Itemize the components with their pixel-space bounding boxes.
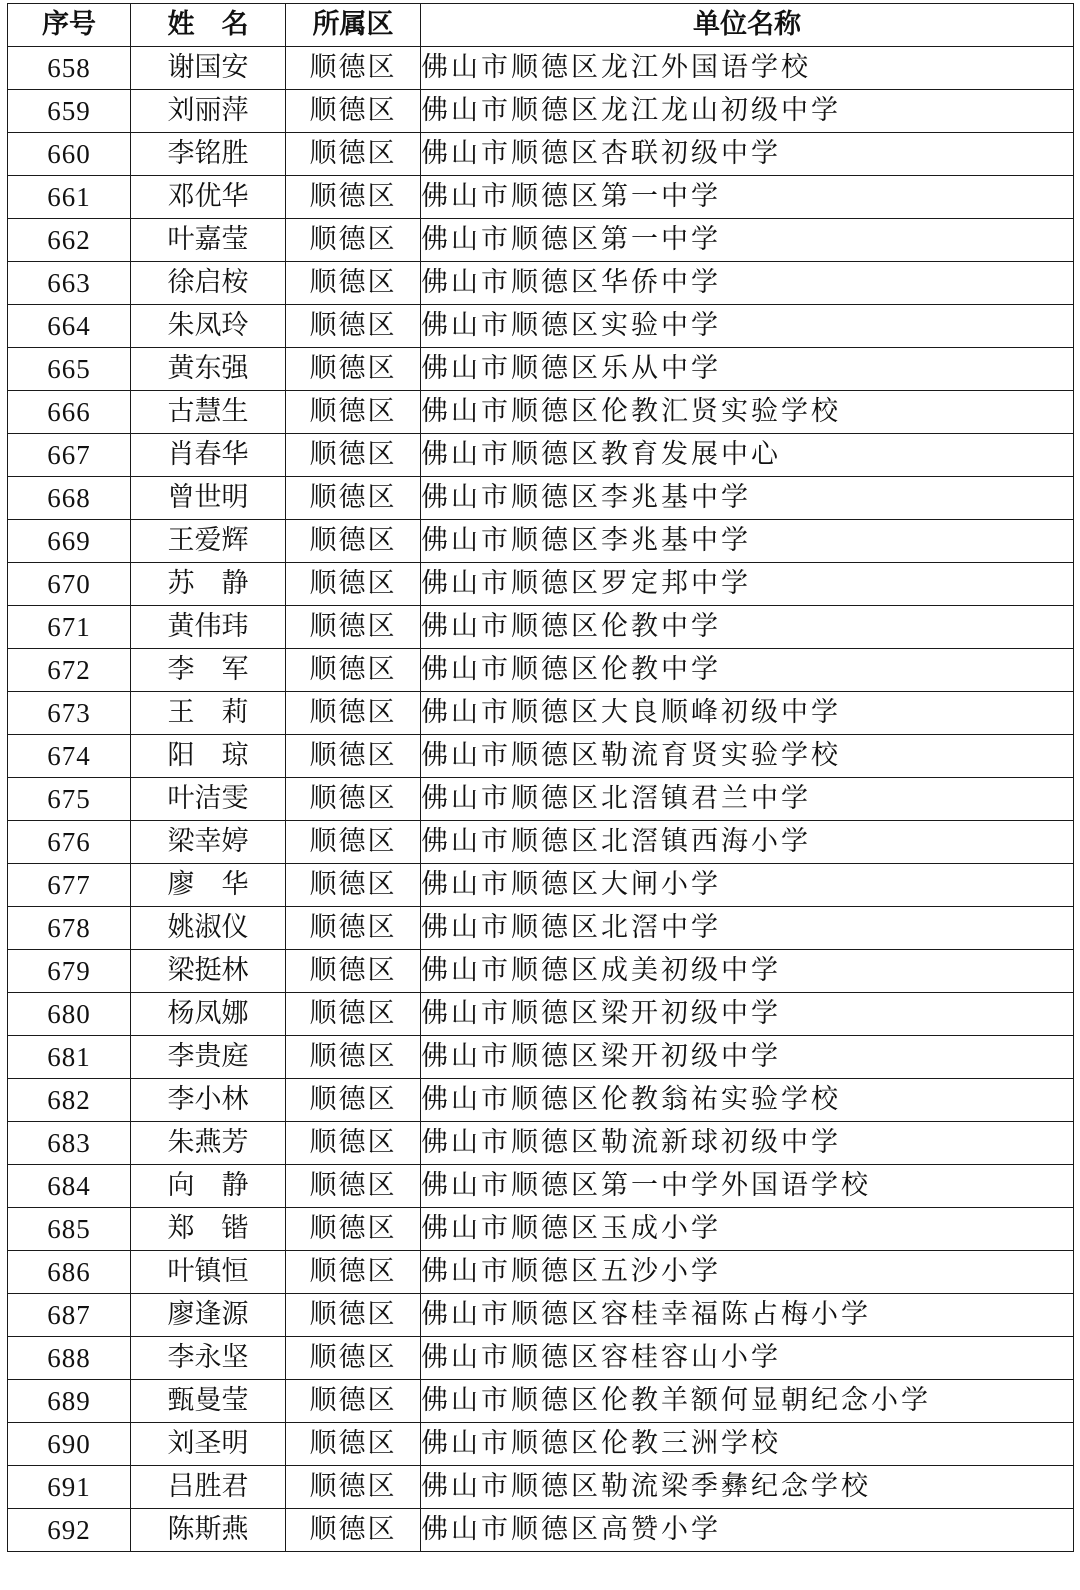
unit-name-cell: 佛山市顺德区勒流育贤实验学校 bbox=[421, 735, 1074, 778]
row-number-cell: 690 bbox=[8, 1423, 131, 1466]
district-cell: 顺德区 bbox=[286, 90, 421, 133]
person-name-cell: 刘圣明 bbox=[131, 1423, 286, 1466]
row-number-cell: 664 bbox=[8, 305, 131, 348]
district-cell: 顺德区 bbox=[286, 692, 421, 735]
table-row bbox=[8, 391, 1074, 434]
unit-name-cell: 佛山市顺德区伦教中学 bbox=[421, 606, 1074, 649]
row-number-cell: 684 bbox=[8, 1165, 131, 1208]
table-row bbox=[8, 563, 1074, 606]
roster-sheet bbox=[7, 3, 1073, 1552]
row-number-cell: 658 bbox=[8, 47, 131, 90]
unit-name-cell: 佛山市顺德区五沙小学 bbox=[421, 1251, 1074, 1294]
row-number-cell: 688 bbox=[8, 1337, 131, 1380]
district-cell: 顺德区 bbox=[286, 391, 421, 434]
person-name-cell: 郑 锴 bbox=[131, 1208, 286, 1251]
district-cell: 顺德区 bbox=[286, 1380, 421, 1423]
unit-name-cell: 佛山市顺德区罗定邦中学 bbox=[421, 563, 1074, 606]
table-row bbox=[8, 950, 1074, 993]
table-row bbox=[8, 735, 1074, 778]
table-row bbox=[8, 907, 1074, 950]
district-cell: 顺德区 bbox=[286, 735, 421, 778]
unit-name-cell: 佛山市顺德区乐从中学 bbox=[421, 348, 1074, 391]
table-row bbox=[8, 1423, 1074, 1466]
person-name-cell: 王爱辉 bbox=[131, 520, 286, 563]
person-name-cell: 甄曼莹 bbox=[131, 1380, 286, 1423]
row-number-cell: 687 bbox=[8, 1294, 131, 1337]
table-row bbox=[8, 1122, 1074, 1165]
person-name-cell: 谢国安 bbox=[131, 47, 286, 90]
person-name-cell: 李永坚 bbox=[131, 1337, 286, 1380]
row-number-cell: 674 bbox=[8, 735, 131, 778]
person-name-cell: 姚淑仪 bbox=[131, 907, 286, 950]
person-name-cell: 廖逢源 bbox=[131, 1294, 286, 1337]
header-no: 序号 bbox=[8, 4, 131, 47]
person-name-cell: 朱凤玲 bbox=[131, 305, 286, 348]
table-row bbox=[8, 1165, 1074, 1208]
district-cell: 顺德区 bbox=[286, 47, 421, 90]
row-number-cell: 683 bbox=[8, 1122, 131, 1165]
table-row bbox=[8, 262, 1074, 305]
table-row bbox=[8, 348, 1074, 391]
row-number-cell: 667 bbox=[8, 434, 131, 477]
person-name-cell: 叶镇恒 bbox=[131, 1251, 286, 1294]
district-cell: 顺德区 bbox=[286, 219, 421, 262]
header-row bbox=[8, 4, 1074, 47]
person-name-cell: 黄伟玮 bbox=[131, 606, 286, 649]
table-header bbox=[8, 4, 1074, 47]
person-name-cell: 阳 琼 bbox=[131, 735, 286, 778]
unit-name-cell: 佛山市顺德区龙江龙山初级中学 bbox=[421, 90, 1074, 133]
unit-name-cell: 佛山市顺德区高赞小学 bbox=[421, 1509, 1074, 1552]
district-cell: 顺德区 bbox=[286, 821, 421, 864]
row-number-cell: 681 bbox=[8, 1036, 131, 1079]
district-cell: 顺德区 bbox=[286, 1509, 421, 1552]
person-name-cell: 向 静 bbox=[131, 1165, 286, 1208]
table-row bbox=[8, 993, 1074, 1036]
unit-name-cell: 佛山市顺德区成美初级中学 bbox=[421, 950, 1074, 993]
row-number-cell: 672 bbox=[8, 649, 131, 692]
row-number-cell: 663 bbox=[8, 262, 131, 305]
table-row bbox=[8, 1509, 1074, 1552]
person-name-cell: 廖 华 bbox=[131, 864, 286, 907]
person-name-cell: 李铭胜 bbox=[131, 133, 286, 176]
table-row bbox=[8, 1380, 1074, 1423]
unit-name-cell: 佛山市顺德区伦教羊额何显朝纪念小学 bbox=[421, 1380, 1074, 1423]
unit-name-cell: 佛山市顺德区勒流梁季彝纪念学校 bbox=[421, 1466, 1074, 1509]
person-name-cell: 苏 静 bbox=[131, 563, 286, 606]
row-number-cell: 686 bbox=[8, 1251, 131, 1294]
district-cell: 顺德区 bbox=[286, 305, 421, 348]
person-name-cell: 李 军 bbox=[131, 649, 286, 692]
row-number-cell: 669 bbox=[8, 520, 131, 563]
table-row bbox=[8, 1251, 1074, 1294]
unit-name-cell: 佛山市顺德区梁开初级中学 bbox=[421, 1036, 1074, 1079]
row-number-cell: 677 bbox=[8, 864, 131, 907]
district-cell: 顺德区 bbox=[286, 1423, 421, 1466]
unit-name-cell: 佛山市顺德区勒流新球初级中学 bbox=[421, 1122, 1074, 1165]
person-name-cell: 徐启桉 bbox=[131, 262, 286, 305]
person-name-cell: 邓优华 bbox=[131, 176, 286, 219]
person-name-cell: 王 莉 bbox=[131, 692, 286, 735]
row-number-cell: 689 bbox=[8, 1380, 131, 1423]
header-district: 所属区 bbox=[286, 4, 421, 47]
person-name-cell: 刘丽萍 bbox=[131, 90, 286, 133]
unit-name-cell: 佛山市顺德区伦教翁祐实验学校 bbox=[421, 1079, 1074, 1122]
table-row bbox=[8, 1294, 1074, 1337]
table-row bbox=[8, 90, 1074, 133]
row-number-cell: 675 bbox=[8, 778, 131, 821]
table-row bbox=[8, 692, 1074, 735]
unit-name-cell: 佛山市顺德区北滘中学 bbox=[421, 907, 1074, 950]
unit-name-cell: 佛山市顺德区北滘镇君兰中学 bbox=[421, 778, 1074, 821]
person-name-cell: 李小林 bbox=[131, 1079, 286, 1122]
person-name-cell: 朱燕芳 bbox=[131, 1122, 286, 1165]
district-cell: 顺德区 bbox=[286, 477, 421, 520]
person-name-cell: 黄东强 bbox=[131, 348, 286, 391]
district-cell: 顺德区 bbox=[286, 907, 421, 950]
person-name-cell: 陈斯燕 bbox=[131, 1509, 286, 1552]
unit-name-cell: 佛山市顺德区玉成小学 bbox=[421, 1208, 1074, 1251]
table-row bbox=[8, 133, 1074, 176]
district-cell: 顺德区 bbox=[286, 1165, 421, 1208]
person-name-cell: 杨凤娜 bbox=[131, 993, 286, 1036]
district-cell: 顺德区 bbox=[286, 1036, 421, 1079]
table-row bbox=[8, 305, 1074, 348]
row-number-cell: 660 bbox=[8, 133, 131, 176]
table-row bbox=[8, 1079, 1074, 1122]
unit-name-cell: 佛山市顺德区容桂幸福陈占梅小学 bbox=[421, 1294, 1074, 1337]
district-cell: 顺德区 bbox=[286, 176, 421, 219]
district-cell: 顺德区 bbox=[286, 993, 421, 1036]
table-row bbox=[8, 864, 1074, 907]
table-row bbox=[8, 1337, 1074, 1380]
unit-name-cell: 佛山市顺德区杏联初级中学 bbox=[421, 133, 1074, 176]
row-number-cell: 679 bbox=[8, 950, 131, 993]
unit-name-cell: 佛山市顺德区梁开初级中学 bbox=[421, 993, 1074, 1036]
row-number-cell: 670 bbox=[8, 563, 131, 606]
row-number-cell: 682 bbox=[8, 1079, 131, 1122]
unit-name-cell: 佛山市顺德区李兆基中学 bbox=[421, 520, 1074, 563]
table-row bbox=[8, 477, 1074, 520]
district-cell: 顺德区 bbox=[286, 778, 421, 821]
unit-name-cell: 佛山市顺德区北滘镇西海小学 bbox=[421, 821, 1074, 864]
district-cell: 顺德区 bbox=[286, 133, 421, 176]
person-name-cell: 肖春华 bbox=[131, 434, 286, 477]
unit-name-cell: 佛山市顺德区大闸小学 bbox=[421, 864, 1074, 907]
district-cell: 顺德区 bbox=[286, 1294, 421, 1337]
table-row bbox=[8, 47, 1074, 90]
district-cell: 顺德区 bbox=[286, 520, 421, 563]
district-cell: 顺德区 bbox=[286, 950, 421, 993]
row-number-cell: 665 bbox=[8, 348, 131, 391]
row-number-cell: 661 bbox=[8, 176, 131, 219]
district-cell: 顺德区 bbox=[286, 563, 421, 606]
row-number-cell: 662 bbox=[8, 219, 131, 262]
row-number-cell: 680 bbox=[8, 993, 131, 1036]
unit-name-cell: 佛山市顺德区伦教中学 bbox=[421, 649, 1074, 692]
unit-name-cell: 佛山市顺德区李兆基中学 bbox=[421, 477, 1074, 520]
table-row bbox=[8, 606, 1074, 649]
row-number-cell: 692 bbox=[8, 1509, 131, 1552]
table-row bbox=[8, 1466, 1074, 1509]
unit-name-cell: 佛山市顺德区华侨中学 bbox=[421, 262, 1074, 305]
row-number-cell: 659 bbox=[8, 90, 131, 133]
person-name-cell: 梁幸婷 bbox=[131, 821, 286, 864]
table-row bbox=[8, 1208, 1074, 1251]
row-number-cell: 668 bbox=[8, 477, 131, 520]
unit-name-cell: 佛山市顺德区第一中学 bbox=[421, 219, 1074, 262]
unit-name-cell: 佛山市顺德区实验中学 bbox=[421, 305, 1074, 348]
person-name-cell: 叶嘉莹 bbox=[131, 219, 286, 262]
unit-name-cell: 佛山市顺德区大良顺峰初级中学 bbox=[421, 692, 1074, 735]
district-cell: 顺德区 bbox=[286, 348, 421, 391]
district-cell: 顺德区 bbox=[286, 434, 421, 477]
table-row bbox=[8, 778, 1074, 821]
row-number-cell: 671 bbox=[8, 606, 131, 649]
unit-name-cell: 佛山市顺德区伦教三洲学校 bbox=[421, 1423, 1074, 1466]
unit-name-cell: 佛山市顺德区伦教汇贤实验学校 bbox=[421, 391, 1074, 434]
table-row bbox=[8, 649, 1074, 692]
district-cell: 顺德区 bbox=[286, 864, 421, 907]
row-number-cell: 673 bbox=[8, 692, 131, 735]
unit-name-cell: 佛山市顺德区龙江外国语学校 bbox=[421, 47, 1074, 90]
row-number-cell: 685 bbox=[8, 1208, 131, 1251]
table-row bbox=[8, 176, 1074, 219]
person-name-cell: 梁挺林 bbox=[131, 950, 286, 993]
row-number-cell: 676 bbox=[8, 821, 131, 864]
table-body bbox=[8, 47, 1074, 1552]
person-name-cell: 曾世明 bbox=[131, 477, 286, 520]
table-row bbox=[8, 520, 1074, 563]
unit-name-cell: 佛山市顺德区容桂容山小学 bbox=[421, 1337, 1074, 1380]
district-cell: 顺德区 bbox=[286, 649, 421, 692]
row-number-cell: 666 bbox=[8, 391, 131, 434]
district-cell: 顺德区 bbox=[286, 606, 421, 649]
district-cell: 顺德区 bbox=[286, 1466, 421, 1509]
person-name-cell: 李贵庭 bbox=[131, 1036, 286, 1079]
table-row bbox=[8, 434, 1074, 477]
person-name-cell: 古慧生 bbox=[131, 391, 286, 434]
table-row bbox=[8, 1036, 1074, 1079]
unit-name-cell: 佛山市顺德区第一中学外国语学校 bbox=[421, 1165, 1074, 1208]
row-number-cell: 691 bbox=[8, 1466, 131, 1509]
person-name-cell: 吕胜君 bbox=[131, 1466, 286, 1509]
district-cell: 顺德区 bbox=[286, 1079, 421, 1122]
district-cell: 顺德区 bbox=[286, 262, 421, 305]
district-cell: 顺德区 bbox=[286, 1251, 421, 1294]
unit-name-cell: 佛山市顺德区教育发展中心 bbox=[421, 434, 1074, 477]
district-cell: 顺德区 bbox=[286, 1122, 421, 1165]
roster-table bbox=[7, 3, 1074, 1552]
unit-name-cell: 佛山市顺德区第一中学 bbox=[421, 176, 1074, 219]
table-row bbox=[8, 219, 1074, 262]
district-cell: 顺德区 bbox=[286, 1208, 421, 1251]
header-name: 姓 名 bbox=[131, 4, 286, 47]
header-unit: 单位名称 bbox=[421, 4, 1074, 47]
district-cell: 顺德区 bbox=[286, 1337, 421, 1380]
row-number-cell: 678 bbox=[8, 907, 131, 950]
person-name-cell: 叶洁雯 bbox=[131, 778, 286, 821]
table-row bbox=[8, 821, 1074, 864]
